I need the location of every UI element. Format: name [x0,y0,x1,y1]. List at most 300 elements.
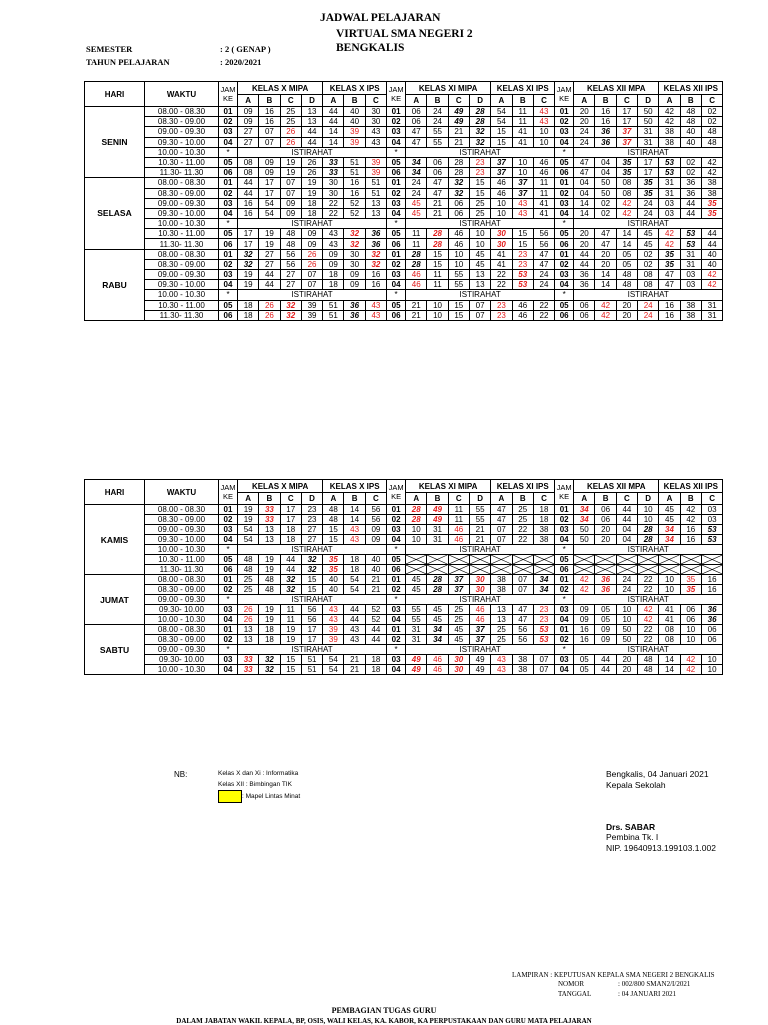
time-slot: 09.00 - 09.30 [145,198,219,208]
schedule-cell: 18 [238,300,259,310]
schedule-cell: 37 [448,575,469,585]
cross-mark-icon [470,565,490,574]
schedule-cell: 42 [680,505,701,515]
cross-mark-icon [617,555,637,564]
schedule-cell: 06 [680,605,701,615]
schedule-cell: 22 [512,525,533,535]
jam-ke-cell: 04 [219,280,238,290]
class-sub-header: A [238,493,259,505]
schedule-cell: 44 [301,127,322,137]
schedule-cell: 49 [427,515,448,525]
schedule-cell: 25 [469,208,490,218]
schedule-cell: 09 [238,117,259,127]
schedule-cell: 11 [512,117,533,127]
title-line-3: BENGKALIS [336,42,405,54]
schedule-cell: 56 [280,249,301,259]
schedule-cell: 25 [512,515,533,525]
schedule-cell: 37 [491,168,512,178]
crossed-cell [512,565,533,575]
schedule-cell: 39 [301,310,322,320]
schedule-cell: 43 [344,525,365,535]
jam-ke-cell: 04 [219,535,238,545]
break-label: ISTIRAHAT [574,147,723,157]
jam-ke-cell: 03 [387,198,406,208]
schedule-cell: 36 [680,188,701,198]
schedule-cell: 40 [365,555,386,565]
jam-ke-cell: 02 [387,117,406,127]
schedule-cell: 40 [701,259,722,269]
schedule-cell: 04 [574,178,595,188]
schedule-cell: 40 [701,249,722,259]
schedule-cell: 05 [574,655,595,665]
cross-mark-icon [574,565,594,574]
schedule-cell: 39 [344,127,365,137]
notes-line-3-text: : Mapel Lintas Minat [242,793,301,801]
schedule-cell: 03 [659,208,680,218]
schedule-cell: 07 [512,575,533,585]
crossed-cell [469,565,490,575]
schedule-cell: 25 [448,615,469,625]
col-header-hari: HARI [85,82,145,107]
schedule-cell: 36 [595,127,616,137]
schedule-cell: 07 [512,585,533,595]
schedule-cell: 08 [238,168,259,178]
schedule-cell: 32 [448,188,469,198]
schedule-cell: 31 [638,137,659,147]
jam-ke-cell: 02 [387,515,406,525]
schedule-cell: 28 [406,515,427,525]
schedule-cell: 54 [491,107,512,117]
schedule-cell: 33 [238,665,259,675]
schedule-cell: 39 [323,625,344,635]
schedule-cell: 31 [659,178,680,188]
break-mark: * [387,290,406,300]
schedule-cell: 36 [344,310,365,320]
schedule-cell: 35 [323,565,344,575]
schedule-cell: 31 [659,188,680,198]
schedule-cell: 07 [533,665,554,675]
schedule-cell: 06 [574,310,595,320]
schedule-cell: 32 [238,249,259,259]
schedule-cell: 47 [659,270,680,280]
schedule-cell: 15 [491,137,512,147]
footer-tanggal-value: : 04 JANUARI 2021 [618,990,677,998]
schedule-cell: 56 [301,615,322,625]
schedule-cell: 10 [427,310,448,320]
schedule-cell: 23 [301,505,322,515]
table-row [85,168,723,178]
jam-ke-cell: 04 [387,137,406,147]
table-row [85,270,723,280]
schedule-cell: 20 [574,229,595,239]
break-row [85,290,723,300]
schedule-cell: 30 [491,229,512,239]
class-sub-header: D [469,95,490,107]
schedule-cell: 34 [574,515,595,525]
schedule-cell: 09 [301,239,322,249]
schedule-cell: 35 [680,575,701,585]
crossed-cell [574,565,595,575]
schedule-cell: 53 [512,270,533,280]
schedule-cell: 45 [448,635,469,645]
schedule-cell: 36 [701,615,722,625]
schedule-cell: 54 [238,535,259,545]
time-slot: 08.30 - 09.00 [145,259,219,269]
jam-label: JAM [556,85,572,94]
day-label: KAMIS [85,505,145,575]
schedule-cell: 43 [512,198,533,208]
schedule-cell: 16 [238,208,259,218]
semester-value: : 2 ( GENAP ) [220,44,271,54]
class-sub-header: A [238,95,259,107]
table-row [85,127,723,137]
time-slot: 09.30 - 10.00 [145,535,219,545]
jam-label: JAM [220,85,236,94]
schedule-cell: 38 [491,585,512,595]
schedule-cell: 15 [323,535,344,545]
schedule-cell: 06 [701,625,722,635]
crossed-cell [616,565,637,575]
schedule-cell: 21 [406,310,427,320]
schedule-cell: 44 [701,239,722,249]
break-label: ISTIRAHAT [406,147,555,157]
schedule-cell: 43 [365,137,386,147]
break-mark: * [387,545,406,555]
schedule-cell: 06 [427,168,448,178]
highlight-swatch [218,790,242,803]
jam-ke-cell: 03 [555,127,574,137]
schedule-cell: 49 [469,665,490,675]
schedule-cell: 37 [512,178,533,188]
class-group-header: KELAS XI MIPA [406,480,491,493]
schedule-cell: 06 [406,117,427,127]
schedule-cell: 14 [574,208,595,218]
table-row [85,605,723,615]
schedule-cell: 30 [491,239,512,249]
schedule-cell: 52 [344,198,365,208]
schedule-cell: 14 [659,665,680,675]
schedule-cell: 18 [533,505,554,515]
schedule-cell: 18 [259,635,280,645]
schedule-cell: 21 [469,535,490,545]
schedule-cell: 26 [238,605,259,615]
schedule-cell: 51 [323,310,344,320]
schedule-cell: 44 [574,259,595,269]
jam-ke-cell: 01 [555,505,574,515]
schedule-cell: 28 [427,575,448,585]
schedule-cell: 26 [280,127,301,137]
break-mark: * [387,595,406,605]
jam-ke-cell: 04 [555,208,574,218]
schedule-cell: 36 [680,178,701,188]
schedule-cell: 16 [595,117,616,127]
schedule-cell: 16 [680,525,701,535]
schedule-cell: 43 [512,208,533,218]
schedule-cell: 16 [659,310,680,320]
schedule-cell: 22 [638,625,659,635]
schedule-cell: 54 [238,525,259,535]
schedule-cell: 48 [680,107,701,117]
crossed-cell [469,555,490,565]
schedule-cell: 51 [365,178,386,188]
class-group-header: KELAS XII IPS [659,480,723,493]
schedule-cell: 53 [680,239,701,249]
jam-ke-cell: 01 [387,575,406,585]
schedule-cell: 09 [238,107,259,117]
schedule-cell: 34 [659,525,680,535]
cross-mark-icon [534,555,554,564]
schedule-cell: 02 [595,198,616,208]
schedule-cell: 41 [533,208,554,218]
schedule-cell: 06 [427,157,448,167]
schedule-cell: 56 [533,229,554,239]
schedule-cell: 45 [406,198,427,208]
schedule-cell: 09 [365,535,386,545]
schedule-cell: 06 [574,300,595,310]
schedule-cell: 23 [301,515,322,525]
break-mark: * [219,290,238,300]
schedule-cell: 51 [344,168,365,178]
jam-ke-cell: 04 [555,615,574,625]
jam-ke-cell: 02 [219,259,238,269]
schedule-cell: 49 [406,655,427,665]
schedule-cell: 46 [427,655,448,665]
schedule-cell: 10 [638,515,659,525]
jam-ke-cell: 05 [387,157,406,167]
cross-mark-icon [491,555,511,564]
jam-ke-cell: 02 [219,188,238,198]
schedule-cell: 45 [427,605,448,615]
jam-ke-cell: 02 [387,188,406,198]
schedule-cell: 27 [301,535,322,545]
schedule-cell: 36 [701,605,722,615]
class-sub-header: A [323,95,344,107]
schedule-cell: 10 [491,208,512,218]
schedule-cell: 13 [365,208,386,218]
schedule-cell: 21 [344,655,365,665]
jam-ke-cell: 02 [555,635,574,645]
jam-ke-cell: 04 [387,208,406,218]
schedule-cell: 10 [616,605,637,615]
jam-ke-cell: 02 [387,259,406,269]
table-row [85,137,723,147]
schedule-cell: 17 [301,635,322,645]
schedule-cell: 46 [512,300,533,310]
cross-mark-icon [574,555,594,564]
footer-nomor-label: NOMOR [558,980,585,988]
schedule-cell: 48 [280,229,301,239]
schedule-cell: 48 [323,505,344,515]
time-slot: 09.30 - 10.00 [145,280,219,290]
time-slot: 10.30 - 11.00 [145,555,219,565]
schedule-cell: 03 [659,198,680,208]
time-slot: 09.00 - 09.30 [145,127,219,137]
schedule-cell: 35 [323,555,344,565]
schedule-cell: 10 [469,229,490,239]
cross-mark-icon [702,555,722,564]
schedule-cell: 45 [469,259,490,269]
schedule-cell: 54 [344,585,365,595]
schedule-cell: 27 [280,270,301,280]
schedule-cell: 17 [616,117,637,127]
schedule-cell: 30 [323,188,344,198]
schedule-cell: 20 [616,300,637,310]
schedule-cell: 28 [469,117,490,127]
schedule-cell: 17 [301,625,322,635]
schedule-cell: 14 [344,515,365,525]
schedule-cell: 32 [280,310,301,320]
schedule-cell: 15 [427,259,448,269]
ke-label: KE [222,94,233,103]
class-sub-header: C [616,493,637,505]
schedule-cell: 43 [365,300,386,310]
class-sub-header: A [406,95,427,107]
crossed-cell [638,555,659,565]
schedule-cell: 28 [638,525,659,535]
crossed-cell [680,555,701,565]
schedule-cell: 15 [323,525,344,535]
jam-ke-cell: 01 [219,505,238,515]
schedule-cell: 23 [491,310,512,320]
schedule-cell: 18 [365,665,386,675]
schedule-cell: 28 [406,505,427,515]
schedule-cell: 53 [533,635,554,645]
schedule-cell: 24 [427,107,448,117]
schedule-cell: 44 [616,505,637,515]
schedule-cell: 42 [638,615,659,625]
schedule-cell: 47 [427,188,448,198]
schedule-cell: 47 [595,239,616,249]
schedule-cell: 52 [365,615,386,625]
schedule-cell: 30 [448,655,469,665]
schedule-cell: 47 [491,505,512,515]
schedule-cell: 10 [448,259,469,269]
schedule-cell: 44 [280,555,301,565]
time-slot: 11.30- 11.30 [145,168,219,178]
schedule-cell: 36 [365,239,386,249]
break-mark: * [387,219,406,229]
crossed-cell [638,565,659,575]
schedule-cell: 46 [491,178,512,188]
schedule-cell: 02 [680,157,701,167]
schedule-cell: 19 [301,188,322,198]
schedule-cell: 10 [406,525,427,535]
schedule-cell: 16 [365,280,386,290]
schedule-cell: 54 [323,665,344,675]
table-row [85,575,723,585]
schedule-cell: 02 [595,208,616,218]
jam-ke-cell: 01 [219,107,238,117]
schedule-cell: 35 [701,208,722,218]
schedule-cell: 54 [344,575,365,585]
jam-label: JAM [556,483,572,492]
class-sub-header: A [659,493,680,505]
class-sub-header: B [512,493,533,505]
schedule-cell: 15 [448,300,469,310]
schedule-cell: 22 [512,535,533,545]
schedule-cell: 37 [448,585,469,595]
schedule-cell: 30 [469,575,490,585]
jam-ke-cell: 05 [555,300,574,310]
cross-mark-icon [702,565,722,574]
schedule-cell: 15 [469,188,490,198]
schedule-cell: 48 [638,665,659,675]
day-label: SENIN [85,107,145,178]
class-sub-header: D [638,95,659,107]
schedule-cell: 42 [701,157,722,167]
schedule-cell: 40 [680,137,701,147]
schedule-cell: 10 [680,625,701,635]
schedule-cell: 24 [638,300,659,310]
break-label: ISTIRAHAT [574,645,723,655]
schedule-cell: 50 [574,525,595,535]
cross-mark-icon [427,565,447,574]
jam-ke-cell: 01 [555,107,574,117]
crossed-cell [491,555,512,565]
break-mark: * [219,219,238,229]
schedule-cell: 17 [616,107,637,117]
crossed-cell [406,565,427,575]
cross-mark-icon [406,565,426,574]
table-row [85,107,723,117]
schedule-cell: 35 [701,198,722,208]
schedule-cell: 09 [301,229,322,239]
schedule-cell: 51 [344,157,365,167]
schedule-cell: 32 [280,575,301,585]
crossed-cell [448,555,469,565]
schedule-cell: 32 [469,137,490,147]
schedule-cell: 42 [616,198,637,208]
schedule-cell: 41 [659,605,680,615]
schedule-cell: 07 [469,310,490,320]
cross-mark-icon [638,565,658,574]
schedule-cell: 54 [259,198,280,208]
schedule-cell: 51 [365,188,386,198]
schedule-cell: 48 [259,575,280,585]
schedule-cell: 10 [448,249,469,259]
schedule-cell: 42 [659,107,680,117]
schedule-cell: 34 [533,575,554,585]
jam-ke-cell: 04 [555,280,574,290]
class-group-header: KELAS XI IPS [491,82,555,95]
notes-line-1: Kelas X dan Xi : Informatika [218,770,299,777]
schedule-cell: 24 [533,280,554,290]
class-sub-header: B [595,95,616,107]
schedule-cell: 18 [238,310,259,320]
schedule-cell: 21 [344,665,365,675]
schedule-cell: 11 [448,505,469,515]
schedule-cell: 06 [448,198,469,208]
schedule-cell: 22 [533,300,554,310]
table-row [85,565,723,575]
schedule-cell: 33 [238,655,259,665]
schedule-cell: 14 [616,229,637,239]
break-mark: * [555,545,574,555]
schedule-cell: 21 [406,300,427,310]
schedule-cell: 20 [595,259,616,269]
class-sub-header: D [301,95,322,107]
col-header-hari: HARI [85,480,145,505]
schedule-cell: 25 [491,625,512,635]
break-mark: * [219,645,238,655]
table-row [85,198,723,208]
schedule-cell: 19 [259,239,280,249]
jam-label: JAM [388,85,404,94]
schedule-cell: 08 [638,270,659,280]
schedule-cell: 15 [491,127,512,137]
schedule-cell: 35 [659,249,680,259]
jam-ke-cell: 04 [219,208,238,218]
